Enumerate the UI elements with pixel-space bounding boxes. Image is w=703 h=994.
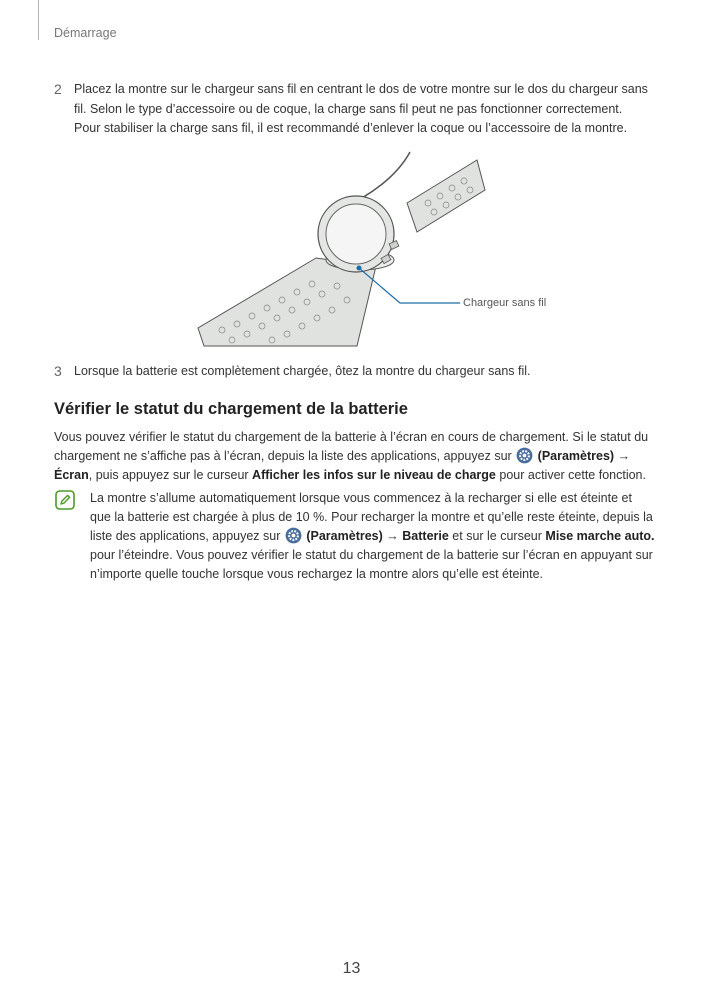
para-text: , puis appuyez sur le curseur	[88, 468, 249, 482]
watch-on-charger-illustration	[192, 148, 562, 348]
page-number: 13	[342, 960, 361, 977]
step-text: Placez la montre sur le chargeur sans fil en centrant le dos de votre montre sur le dos du chargeur sans fil. Selon le type d’accessoire ou de coque, la charge sans fil peut ne pas fonctionner correctement. Pour stabiliser la charge sans fil, il est recommandé d’enlever la coque ou l’accessoire de la montre.	[74, 82, 648, 135]
step-number: 3	[54, 363, 62, 379]
para-text: pour activer cette fonction.	[499, 468, 646, 482]
step-2	[54, 80, 650, 139]
step-number: 2	[54, 81, 62, 97]
option-label: Mise marche auto.	[545, 529, 655, 543]
note-part: La montre s’allume automatiquement lorsque vous commencez à la recharger si elle est éteinte et que la batterie est chargée à plus de 10 %. Pour recharger la montre et qu’elle reste éteinte, depuis la liste des applications, appuyez sur	[90, 491, 653, 543]
settings-label: (Paramètres)	[537, 449, 615, 463]
note-part: et sur le curseur	[452, 529, 542, 543]
margin-rule	[38, 0, 39, 40]
settings-gear-icon	[285, 527, 302, 544]
note-pencil-icon	[55, 490, 75, 510]
section-header: Démarrage	[54, 26, 117, 40]
para-text: Vous pouvez vérifier le statut du chargement de la batterie à l’écran en cours de chargement. Si le statut du chargement ne s’affiche pas à l’écran, depuis la liste des applications, appuyez sur	[54, 430, 649, 463]
note-part: pour l’éteindre. Vous pouvez vérifier le statut du chargement de la batterie sur l’écran en appuyant sur n’importe quelle touche lorsque vous rechargez la montre alors qu’elle est éteinte.	[90, 548, 653, 581]
arrow: →	[386, 529, 399, 543]
callout-label: Chargeur sans fil	[463, 297, 547, 309]
settings-gear-icon	[516, 447, 533, 464]
option-label: Afficher les infos sur le niveau de charge	[252, 468, 496, 482]
battery-label: Batterie	[402, 529, 449, 543]
note-text	[90, 489, 655, 584]
screen-label: Écran	[54, 468, 89, 482]
section-title: Vérifier le statut du chargement de la batterie	[54, 400, 408, 418]
step-3	[54, 362, 650, 382]
arrow: →	[617, 449, 631, 463]
settings-label: (Paramètres)	[306, 529, 383, 543]
step-text: Lorsque la batterie est complètement chargée, ôtez la montre du chargeur sans fil.	[74, 364, 531, 378]
section-paragraph	[54, 428, 654, 485]
